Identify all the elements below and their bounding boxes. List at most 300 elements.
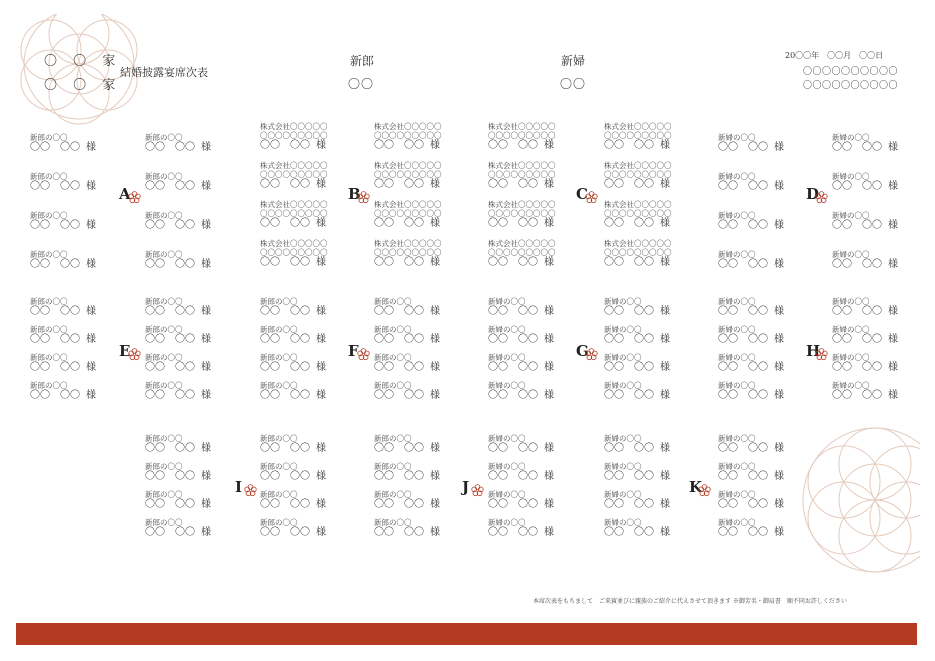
guest-name: 〇〇 〇〇 [30,362,80,373]
guest-relation: 新婦の〇〇 [488,325,526,334]
guest-relation: 新郎の〇〇 [145,518,183,527]
guest-company: 株式会社〇〇〇〇〇 [260,239,328,248]
guest-seat [488,434,598,455]
guest-honorific: 様 [430,471,440,482]
guest-name-line [718,471,828,483]
guest-relation: 新婦の〇〇 [832,211,870,220]
guest-name-line [374,257,484,269]
guest-honorific: 様 [888,220,898,231]
guest-seat [832,353,935,374]
venue-line-1: 〇〇〇〇〇〇〇〇〇〇 [803,67,899,77]
guest-honorific: 様 [544,390,554,401]
guest-name-line [260,257,370,269]
guest-name: 〇〇 〇〇 [145,443,195,454]
guest-name-line [604,499,714,511]
plum-flower-icon [585,348,598,361]
guest-name: 〇〇 〇〇 [488,218,538,229]
guest-honorific: 様 [86,306,96,317]
guest-honorific: 様 [430,140,440,151]
guest-honorific: 様 [430,306,440,317]
guest-seat [604,353,714,374]
guest-seat [832,297,935,318]
guest-honorific: 様 [660,218,670,229]
guest-name-line [374,499,484,511]
guest-seat [260,462,370,483]
guest-name-line [832,142,935,154]
guest-department: 〇〇〇〇〇〇〇〇〇 [488,131,556,140]
guest-company: 株式会社〇〇〇〇〇 [260,161,328,170]
guest-honorific: 様 [86,142,96,153]
guest-name-line [30,306,140,318]
guest-seat [260,122,370,152]
guest-company: 株式会社〇〇〇〇〇 [374,200,442,209]
plum-flower-icon [357,348,370,361]
guest-honorific: 様 [316,257,326,268]
guest-department: 〇〇〇〇〇〇〇〇〇 [488,170,556,179]
guest-department: 〇〇〇〇〇〇〇〇〇 [260,170,328,179]
guest-seat [604,239,714,269]
guest-company: 株式会社〇〇〇〇〇 [374,122,442,131]
table-label-h: H [806,342,821,360]
guest-seat [604,381,714,402]
guest-seat [30,250,140,271]
guest-honorific: 様 [774,220,784,231]
guest-name-line [30,142,140,154]
guest-company: 株式会社〇〇〇〇〇 [488,200,556,209]
guest-relation: 新婦の〇〇 [604,490,642,499]
guest-relation: 新婦の〇〇 [488,353,526,362]
guest-name-line [145,220,255,232]
guest-name-line [30,220,140,232]
table-label-e: E [119,342,131,360]
guest-honorific: 様 [316,218,326,229]
guest-name-line [260,306,370,318]
guest-name-line [145,443,255,455]
guest-honorific: 様 [660,362,670,373]
guest-name-line [604,218,714,230]
guest-name: 〇〇 〇〇 [374,334,424,345]
guest-relation: 新郎の〇〇 [374,518,412,527]
guest-name: 〇〇 〇〇 [374,527,424,538]
guest-name: 〇〇 〇〇 [832,220,882,231]
guest-name: 〇〇 〇〇 [604,140,654,151]
guest-honorific: 様 [660,499,670,510]
guest-name: 〇〇 〇〇 [488,527,538,538]
guest-honorific: 様 [86,334,96,345]
guest-honorific: 様 [544,218,554,229]
plum-flower-icon [128,191,141,204]
guest-honorific: 様 [316,362,326,373]
guest-relation: 新婦の〇〇 [832,381,870,390]
guest-seat [145,297,255,318]
guest-name-line [488,140,598,152]
guest-name: 〇〇 〇〇 [488,306,538,317]
guest-department: 〇〇〇〇〇〇〇〇〇 [260,209,328,218]
guest-honorific: 様 [774,390,784,401]
guest-department: 〇〇〇〇〇〇〇〇〇 [374,209,442,218]
guest-seat [260,434,370,455]
guest-honorific: 様 [316,499,326,510]
guest-name: 〇〇 〇〇 [30,390,80,401]
guest-name-line [145,306,255,318]
guest-honorific: 様 [201,527,211,538]
guest-name-line [145,259,255,271]
guest-honorific: 様 [316,443,326,454]
guest-honorific: 様 [316,527,326,538]
wedding-date: 20〇〇年 〇〇月 〇〇日 [785,51,884,60]
guest-honorific: 様 [544,471,554,482]
guest-seat [145,353,255,374]
guest-honorific: 様 [316,179,326,190]
guest-name: 〇〇 〇〇 [718,306,768,317]
guest-seat [260,239,370,269]
guest-seat [488,297,598,318]
table-label-i: I [235,478,243,496]
guest-relation: 新郎の〇〇 [145,250,183,259]
guest-relation: 新婦の〇〇 [718,518,756,527]
guest-relation: 新婦の〇〇 [488,518,526,527]
guest-honorific: 様 [201,142,211,153]
guest-seat [488,239,598,269]
guest-name: 〇〇 〇〇 [718,362,768,373]
table-label-b: B [348,185,361,203]
guest-name-line [718,499,828,511]
guest-name: 〇〇 〇〇 [832,181,882,192]
guest-name-line [260,443,370,455]
guest-name: 〇〇 〇〇 [374,257,424,268]
guest-seat [260,518,370,539]
guest-name: 〇〇 〇〇 [488,471,538,482]
guest-name-line [145,142,255,154]
guest-seat [718,250,828,271]
guest-seat [374,325,484,346]
guest-honorific: 様 [888,362,898,373]
guest-department: 〇〇〇〇〇〇〇〇〇 [260,248,328,257]
footer-band [16,623,917,645]
guest-name-line [832,220,935,232]
guest-name: 〇〇 〇〇 [604,334,654,345]
guest-relation: 新婦の〇〇 [832,297,870,306]
guest-honorific: 様 [888,142,898,153]
guest-relation: 新郎の〇〇 [30,250,68,259]
guest-name: 〇〇 〇〇 [145,362,195,373]
guest-relation: 新婦の〇〇 [832,353,870,362]
table-label-f: F [348,342,359,360]
guest-seat [718,462,828,483]
guest-name-line [488,471,598,483]
guest-relation: 新郎の〇〇 [374,434,412,443]
guest-seat [260,490,370,511]
guest-honorific: 様 [544,140,554,151]
guest-name-line [604,179,714,191]
guest-name: 〇〇 〇〇 [488,443,538,454]
guest-relation: 新郎の〇〇 [145,172,183,181]
guest-seat [604,297,714,318]
guest-relation: 新婦の〇〇 [604,381,642,390]
guest-relation: 新婦の〇〇 [604,462,642,471]
guest-name: 〇〇 〇〇 [260,443,310,454]
guest-honorific: 様 [774,259,784,270]
guest-relation: 新婦の〇〇 [718,133,756,142]
guest-name-line [832,181,935,193]
guest-seat [145,172,255,193]
guest-company: 株式会社〇〇〇〇〇 [604,161,672,170]
guest-relation: 新婦の〇〇 [488,297,526,306]
guest-name: 〇〇 〇〇 [718,220,768,231]
guest-name: 〇〇 〇〇 [488,362,538,373]
guest-seat [718,211,828,232]
guest-name: 〇〇 〇〇 [718,334,768,345]
guest-name-line [374,390,484,402]
guest-seat [718,297,828,318]
guest-relation: 新婦の〇〇 [718,211,756,220]
guest-relation: 新郎の〇〇 [145,490,183,499]
plum-flower-icon [815,348,828,361]
guest-name-line [488,218,598,230]
guest-name-line [604,527,714,539]
guest-honorific: 様 [660,390,670,401]
guest-name: 〇〇 〇〇 [718,443,768,454]
guest-name: 〇〇 〇〇 [374,140,424,151]
guest-relation: 新婦の〇〇 [718,490,756,499]
guest-name: 〇〇 〇〇 [374,306,424,317]
guest-honorific: 様 [774,306,784,317]
guest-name-line [260,499,370,511]
guest-honorific: 様 [888,181,898,192]
guest-name-line [718,259,828,271]
guest-name: 〇〇 〇〇 [30,181,80,192]
guest-name-line [374,334,484,346]
guest-relation: 新婦の〇〇 [718,434,756,443]
guest-name: 〇〇 〇〇 [145,220,195,231]
groom-name: 〇〇 [348,77,375,91]
guest-seat [718,518,828,539]
guest-company: 株式会社〇〇〇〇〇 [604,122,672,131]
guest-seat [832,381,935,402]
guest-seat [145,434,255,455]
table-label-c: C [576,185,588,203]
guest-seat [145,211,255,232]
guest-seat [832,172,935,193]
guest-name: 〇〇 〇〇 [374,179,424,190]
guest-department: 〇〇〇〇〇〇〇〇〇 [604,170,672,179]
guest-name: 〇〇 〇〇 [260,218,310,229]
guest-honorific: 様 [430,218,440,229]
guest-honorific: 様 [660,527,670,538]
guest-relation: 新婦の〇〇 [488,381,526,390]
guest-seat [145,381,255,402]
plum-flower-icon [357,191,370,204]
guest-honorific: 様 [774,471,784,482]
guest-name: 〇〇 〇〇 [145,306,195,317]
guest-name: 〇〇 〇〇 [374,443,424,454]
groom-label: 新郎 [350,54,375,68]
guest-relation: 新婦の〇〇 [488,434,526,443]
guest-relation: 新郎の〇〇 [260,462,298,471]
guest-honorific: 様 [316,306,326,317]
bride-name: 〇〇 [560,77,587,91]
guest-seat [374,518,484,539]
guest-company: 株式会社〇〇〇〇〇 [260,200,328,209]
guest-seat [718,434,828,455]
guest-name-line [374,362,484,374]
guest-name-line [604,390,714,402]
guest-name: 〇〇 〇〇 [145,527,195,538]
guest-name-line [30,362,140,374]
plum-flower-icon [698,484,711,497]
guest-name: 〇〇 〇〇 [604,390,654,401]
guest-name-line [488,443,598,455]
plum-flower-icon [585,191,598,204]
guest-name-line [718,527,828,539]
guest-name: 〇〇 〇〇 [488,499,538,510]
guest-relation: 新婦の〇〇 [604,297,642,306]
guest-relation: 新郎の〇〇 [374,297,412,306]
guest-name-line [30,390,140,402]
guest-name: 〇〇 〇〇 [718,471,768,482]
guest-department: 〇〇〇〇〇〇〇〇〇 [488,248,556,257]
guest-department: 〇〇〇〇〇〇〇〇〇 [488,209,556,218]
guest-name-line [260,218,370,230]
guest-name: 〇〇 〇〇 [145,142,195,153]
guest-seat [488,490,598,511]
guest-name: 〇〇 〇〇 [374,362,424,373]
guest-seat [374,434,484,455]
guest-honorific: 様 [430,527,440,538]
guest-relation: 新郎の〇〇 [260,490,298,499]
guest-name: 〇〇 〇〇 [260,257,310,268]
page-title: 結婚披露宴席次表 [120,66,208,79]
guest-seat [604,161,714,191]
guest-name-line [488,306,598,318]
guest-name-line [718,142,828,154]
guest-name: 〇〇 〇〇 [718,527,768,538]
guest-honorific: 様 [201,334,211,345]
guest-seat [488,518,598,539]
guest-name: 〇〇 〇〇 [145,390,195,401]
guest-name: 〇〇 〇〇 [374,499,424,510]
guest-name-line [718,390,828,402]
guest-relation: 新婦の〇〇 [604,353,642,362]
guest-honorific: 様 [86,259,96,270]
guest-name-line [374,306,484,318]
guest-honorific: 様 [201,259,211,270]
guest-name-line [374,218,484,230]
guest-honorific: 様 [774,362,784,373]
guest-relation: 新婦の〇〇 [832,133,870,142]
guest-seat [718,381,828,402]
guest-name: 〇〇 〇〇 [604,471,654,482]
guest-name-line [488,390,598,402]
guest-honorific: 様 [774,142,784,153]
guest-company: 株式会社〇〇〇〇〇 [488,239,556,248]
guest-seat [30,381,140,402]
guest-honorific: 様 [660,257,670,268]
guest-name: 〇〇 〇〇 [718,390,768,401]
guest-name-line [30,259,140,271]
guest-seat [145,325,255,346]
guest-relation: 新郎の〇〇 [145,211,183,220]
guest-relation: 新郎の〇〇 [145,381,183,390]
guest-seat [604,518,714,539]
guest-honorific: 様 [430,334,440,345]
guest-relation: 新郎の〇〇 [374,353,412,362]
guest-name-line [374,140,484,152]
guest-seat [604,200,714,230]
guest-name: 〇〇 〇〇 [604,218,654,229]
guest-honorific: 様 [544,257,554,268]
guest-name: 〇〇 〇〇 [374,471,424,482]
guest-relation: 新郎の〇〇 [374,325,412,334]
guest-seat [718,490,828,511]
guest-name: 〇〇 〇〇 [260,179,310,190]
guest-relation: 新郎の〇〇 [260,325,298,334]
guest-seat [718,133,828,154]
guest-relation: 新婦の〇〇 [718,172,756,181]
guest-relation: 新婦の〇〇 [718,297,756,306]
guest-seat [145,133,255,154]
guest-name: 〇〇 〇〇 [604,179,654,190]
guest-honorific: 様 [430,443,440,454]
guest-seat [145,250,255,271]
guest-name: 〇〇 〇〇 [488,140,538,151]
guest-relation: 新婦の〇〇 [488,462,526,471]
guest-honorific: 様 [774,181,784,192]
guest-name: 〇〇 〇〇 [30,334,80,345]
guest-name: 〇〇 〇〇 [260,140,310,151]
guest-name: 〇〇 〇〇 [604,527,654,538]
guest-relation: 新婦の〇〇 [718,325,756,334]
guest-name: 〇〇 〇〇 [145,334,195,345]
guest-seat [260,200,370,230]
guest-relation: 新郎の〇〇 [145,133,183,142]
guest-honorific: 様 [660,140,670,151]
guest-name: 〇〇 〇〇 [260,499,310,510]
guest-company: 株式会社〇〇〇〇〇 [260,122,328,131]
guest-relation: 新婦の〇〇 [832,325,870,334]
guest-department: 〇〇〇〇〇〇〇〇〇 [604,248,672,257]
guest-relation: 新郎の〇〇 [30,133,68,142]
guest-seat [604,325,714,346]
guest-seat [604,434,714,455]
guest-seat [832,211,935,232]
guest-relation: 新郎の〇〇 [30,381,68,390]
guest-name-line [718,220,828,232]
guest-name: 〇〇 〇〇 [30,220,80,231]
table-label-d: D [806,185,820,203]
guest-seat [374,353,484,374]
guest-name: 〇〇 〇〇 [374,390,424,401]
guest-company: 株式会社〇〇〇〇〇 [604,200,672,209]
guest-name: 〇〇 〇〇 [718,181,768,192]
guest-honorific: 様 [201,362,211,373]
guest-name-line [604,140,714,152]
guest-relation: 新婦の〇〇 [718,381,756,390]
guest-honorific: 様 [201,306,211,317]
guest-name-line [145,499,255,511]
guest-honorific: 様 [888,334,898,345]
guest-honorific: 様 [544,306,554,317]
guest-relation: 新婦の〇〇 [718,462,756,471]
guest-name-line [604,362,714,374]
guest-name: 〇〇 〇〇 [718,499,768,510]
guest-name-line [604,443,714,455]
guest-company: 株式会社〇〇〇〇〇 [374,239,442,248]
guest-seat [260,381,370,402]
guest-honorific: 様 [660,443,670,454]
guest-honorific: 様 [544,362,554,373]
guest-relation: 新郎の〇〇 [30,353,68,362]
